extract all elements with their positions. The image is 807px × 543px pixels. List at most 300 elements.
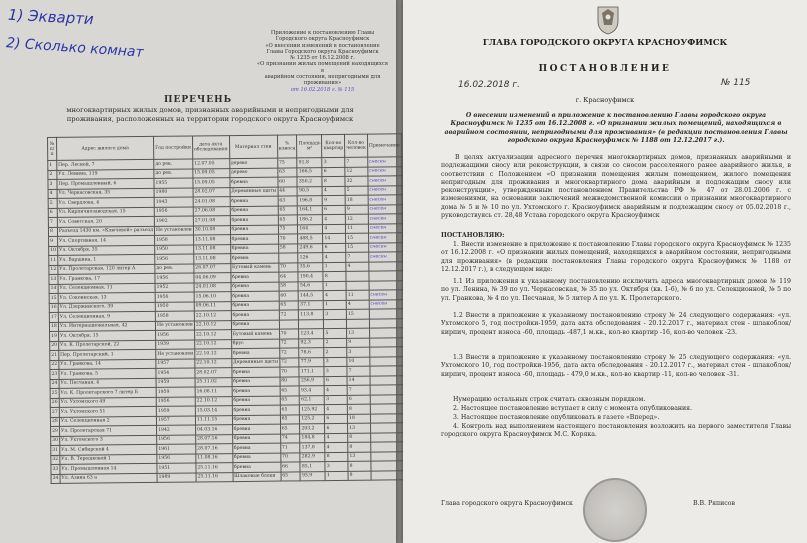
table-cell: бревна [231, 282, 279, 292]
table-cell: 7 [347, 385, 370, 395]
table-cell: Ул. Песчаная, 4 [59, 378, 156, 389]
table-cell: 4 [325, 433, 348, 443]
table-cell: бревна [231, 320, 279, 330]
table-note-cell [370, 413, 404, 423]
table-cell: 1956 [154, 206, 193, 216]
table-cell: 22.10.12 [194, 330, 231, 340]
table-cell: Ул. Гранкова, 14 [59, 359, 156, 370]
table-cell: Пер. Лесной, 7 [57, 159, 154, 170]
table-cell: бревна [230, 272, 278, 282]
table-cell: 1943 [154, 197, 193, 207]
table-header-cell: дата акта обследования [192, 136, 229, 159]
table-cell: 4 [323, 214, 346, 224]
table-cell: 72 [279, 348, 299, 358]
table-cell: 60 [278, 177, 298, 187]
table-cell: 72 [279, 310, 299, 320]
table-note-cell [370, 366, 404, 376]
table-cell: 64 [279, 272, 299, 282]
table-note-cell [370, 423, 404, 433]
table-cell: 25.11.16 [196, 463, 233, 473]
table-cell: бревна [232, 443, 280, 453]
table-cell: 28 [50, 417, 59, 427]
table-cell: 8 [348, 433, 371, 443]
table-cell: Ул. К. Пролетарского 7 литер Б [59, 387, 156, 398]
table-cell: Ул. Селекционная 2 [59, 416, 156, 427]
table-cell: 80 [280, 376, 300, 386]
table-note-cell: снесен [368, 242, 402, 252]
table-cell: 54,6 [298, 281, 323, 291]
official-seal [583, 478, 647, 542]
table-cell: 1959 [156, 406, 195, 416]
document-number: № 115 [721, 78, 751, 88]
table-cell: 92,3 [299, 338, 324, 348]
table-note-cell: снесен [368, 195, 402, 205]
table-note-cell [371, 461, 405, 471]
table-cell: 6 [325, 423, 348, 433]
table-cell: 65 [278, 215, 298, 225]
table-cell: 1956 [156, 330, 195, 340]
table-cell: 9 [345, 205, 368, 215]
table-cell: 15 [346, 233, 369, 243]
table-cell: 2 [324, 338, 347, 348]
table-cell: 196,8 [298, 196, 323, 206]
table-cell: 1950 [155, 301, 194, 311]
table-cell: 70 [279, 329, 299, 339]
table-cell: 1 [323, 281, 346, 291]
table-note-cell [370, 442, 404, 452]
table-cell [299, 319, 324, 329]
table-cell: 164 [298, 224, 323, 234]
table-cell: 1956 [155, 273, 194, 283]
clause-1-3: 1.3 Внести в приложение к указанному постановлению строку № 25 следующего содержания: «ул. Ухтомского 10, год постройки-1956, дата акта обследования - 20.12.2017 г., материал стен - шлакоблок/кирпич, процент износа -60, площадь - 479,0 м.кв., кол-во квартир -11, кол-во человек -31. [441, 354, 791, 378]
table-cell: 13 [49, 274, 58, 284]
table-cell: 30 [51, 436, 60, 446]
table-cell: 19 [50, 331, 59, 341]
table-cell: 203,2 [300, 424, 325, 434]
table-cell: 31 [51, 445, 60, 455]
table-cell: 22.10.12 [195, 396, 232, 406]
table-cell: брус [231, 339, 279, 349]
table-note-cell [369, 309, 403, 319]
table-cell: 23 [50, 369, 59, 379]
table-note-cell [369, 328, 403, 338]
table-cell: 190,4 [298, 272, 323, 282]
table-cell: Не установлен [156, 349, 195, 359]
resolve-heading: ПОСТАНОВЛЯЮ: [441, 232, 505, 239]
table-cell: бревна [230, 215, 278, 225]
table-cell: 14 [323, 233, 346, 243]
table-cell: 13.11.08 [194, 254, 231, 264]
table-cell: Бутовый камень [230, 263, 278, 273]
table-cell: 1959 [156, 377, 195, 387]
table-cell: 77,9 [299, 357, 324, 367]
table-cell: бревна [232, 405, 280, 415]
table-cell: Деревянные щиты [230, 187, 278, 197]
table-cell: 35,6 [298, 262, 323, 272]
table-cell: 71 [280, 443, 300, 453]
table-cell: 1957 [156, 415, 195, 425]
table-cell: Ул. Октября, 15 [58, 330, 155, 341]
table-cell: Ул. Гранкова, 17 [58, 273, 155, 284]
table-cell: 70 [278, 262, 298, 272]
table-cell: Ул. К. Пролетарской, 22 [58, 340, 155, 351]
table-cell: 184,8 [300, 433, 325, 443]
table-cell: 137,8 [300, 443, 325, 453]
table-cell: 6 [347, 395, 370, 405]
table-cell: 65 [280, 395, 300, 405]
table-cell: 04.06.09 [194, 273, 231, 283]
table-cell: 6 [325, 414, 348, 424]
table-cell: 1 [324, 300, 347, 310]
table-cell: 30.10.08 [193, 225, 230, 235]
table-cell: 166,5 [297, 167, 322, 177]
table-cell: 4 [323, 252, 346, 262]
table-note-cell [370, 394, 404, 404]
table-note-cell: снесен [369, 290, 403, 300]
table-cell: 24.01.08 [193, 197, 230, 207]
table-cell: 10 [347, 357, 370, 367]
table-cell: 58 [279, 281, 299, 291]
table-header-cell: Площадь м² [297, 135, 322, 158]
table-cell: 15 [49, 293, 58, 303]
signature-name: В.В. Ряписов [693, 500, 735, 507]
table-cell: 11.11.15 [195, 415, 232, 425]
table-cell: Ул. Промышленная 14 [60, 463, 157, 474]
table-cell: 18 [49, 322, 58, 332]
coat-of-arms-icon [596, 5, 620, 35]
table-cell: 125,92 [300, 405, 325, 415]
table-header-cell: % износа [277, 135, 297, 158]
table-cell: 6 [323, 205, 346, 215]
table-cell: 4 [325, 442, 348, 452]
table-cell: Ул. Азина 63 а [60, 473, 157, 484]
table-cell: 12.07.05 [193, 159, 230, 169]
table-cell: 11 [346, 224, 369, 234]
table-cell: 2 [48, 170, 57, 180]
city-line: г. Красноуфимск [575, 96, 635, 104]
preamble: В целях актуализации адресного перечня многоквартирных домов, признанных аварийными и подлежащими сносу или реконструкции, в связи со сносом расселенного ранее аварийного жилья, в соответствии с Положением «О признании помещения жилым помещением, жилого помещения непригодным для проживания и многоквартирного дома аварийным и подлежащим сносу или реконструкции», утвержденным постановлением Правительства РФ № 47 от 28.01.2006 г. с изменениями, на основании заключений межведомственной комиссии о признании многоквартирного дома № 5 и № 10 по ул. Ухтомского г. Красноуфимск аварийным и подлежащим сносу от 05.02.2018 г., руководствуясь ст. 28,48 Устава городского округа Красноуфимск [441, 154, 791, 220]
table-cell: 3 [322, 157, 345, 167]
table-note-cell: снесен [368, 223, 402, 233]
table-cell: 58 [278, 243, 298, 253]
table-cell: 16.08.11 [195, 387, 232, 397]
table-cell: бревна [230, 225, 278, 235]
table-cell: 14 [49, 284, 58, 294]
table-cell: 22 [50, 360, 59, 370]
table-cell: 22.10.12 [194, 311, 231, 321]
appendix-page [0, 0, 400, 543]
table-cell: 91,8 [297, 158, 322, 168]
table-cell: бревна [229, 177, 277, 187]
table-note-cell: снесен [367, 157, 401, 167]
table-cell: бревна [232, 415, 280, 425]
table-cell: 14 [347, 376, 370, 386]
table-cell: 7 [48, 217, 57, 227]
table-cell: Бутовый камень [231, 329, 279, 339]
table-cell: 5 [345, 186, 368, 196]
handwritten-note-2: 2) Сколько комнат [5, 35, 145, 61]
clause-2: 2. Настоящее постановление вступает в силу с момента опубликования. [453, 405, 692, 412]
table-header-cell: Кол-во человек [345, 134, 368, 157]
table-cell: 78,6 [299, 348, 324, 358]
table-cell: 4 [322, 186, 345, 196]
table-cell: 25 [50, 388, 59, 398]
table-cell: 8 [348, 461, 371, 471]
table-cell: 8 [48, 227, 57, 237]
table-cell: 1 [323, 262, 346, 272]
table-cell: бревна [232, 434, 280, 444]
table-cell: Ул. Ленина, 119 [57, 169, 154, 180]
clause-1-2: 1.2 Внести в приложение к указанному постановлению строку № 24 следующего содержания: «ул. Ухтомского 5, год постройки-1959, дата акта обследования - 20.12.2017 г., материал стен - шлакоблок/кирпич, процент износа -60, площадь -487,1 м.кв., кол-во квартир -16, кол-во человек -23. [441, 312, 791, 336]
table-cell: Ул. Ухтомского 3 [59, 435, 156, 446]
table-cell: 8 [347, 404, 370, 414]
table-cell: бревна [230, 253, 278, 263]
table-note-cell [369, 280, 403, 290]
list-title: ПЕРЕЧЕНЬ [164, 95, 232, 105]
table-cell: Ул. Черкасовская, 35 [57, 188, 154, 199]
table-cell: 350,2 [297, 177, 322, 187]
table-cell: 21 [50, 350, 59, 360]
table-cell: Шлаковые блоки [233, 472, 281, 482]
table-cell: 1957 [156, 358, 195, 368]
table-cell: до рев. [154, 168, 193, 178]
table-cell: Ул. Ухтомского 51 [59, 406, 156, 417]
table-cell [346, 271, 369, 281]
table-cell: 34 [51, 474, 60, 484]
table-cell: Ул. Гранкова, 5 [59, 368, 156, 379]
table-cell: 29 [51, 426, 60, 436]
table-cell: 27 [50, 407, 59, 417]
table-cell: 125,2 [300, 414, 325, 424]
table-cell: 15.03.14 [195, 406, 232, 416]
table-cell: 72 [279, 338, 299, 348]
table-header-cell: Материал стен [229, 135, 277, 159]
table-cell: 65 [280, 414, 300, 424]
table-cell: бревна [232, 396, 280, 406]
table-note-cell [370, 375, 404, 385]
table-cell: 26.07.07 [194, 263, 231, 273]
table-cell: 3 [48, 179, 57, 189]
table-cell: до рев. [154, 159, 193, 169]
table-cell: 1956 [155, 254, 194, 264]
table-cell: Ул. М. Сибирской 4 [60, 444, 157, 455]
table-cell: 4 [346, 300, 369, 310]
table-cell [279, 319, 299, 329]
table-cell: Не установлен [155, 320, 194, 330]
table-cell: 93,4 [299, 386, 324, 396]
table-cell: 171,1 [299, 367, 324, 377]
table-cell: 09.06.11 [194, 301, 231, 311]
table-cell: 75 [277, 158, 297, 168]
table-cell: 90,5 [297, 186, 322, 196]
table-cell: 113,8 [299, 310, 324, 320]
table-cell: 8 [348, 442, 371, 452]
appendix-date-line: от 16.02.2018 г. № 115 [290, 86, 355, 93]
table-cell: Ул. Дзержинского, 39 [58, 302, 155, 313]
table-cell: 2 [324, 347, 347, 357]
table-cell: 15 [346, 243, 369, 253]
table-cell: 75 [278, 224, 298, 234]
table-cell: 13 [348, 452, 371, 462]
table-cell: 249,6 [298, 243, 323, 253]
clause-3: 3. Настоящее постановление опубликовать в газете «Вперед». [453, 414, 660, 421]
table-cell: 1961 [157, 444, 196, 454]
table-note-cell [370, 404, 404, 414]
table-cell: 24.01.08 [194, 282, 231, 292]
table-cell: 17 [49, 312, 58, 322]
numbering-note: Нумерацию остальных строк считать сквозным порядком. [453, 396, 646, 403]
table-cell: до рев. [155, 263, 194, 273]
appendix-line: Главы Городского округа Красноуфимск [266, 48, 379, 55]
table-note-cell [370, 432, 404, 442]
table-cell: 1954 [156, 368, 195, 378]
table-cell: 15 [346, 309, 369, 319]
table-note-cell [369, 318, 403, 328]
table-cell: бревна [231, 310, 279, 320]
table-cell: 33 [51, 464, 60, 474]
table-cell: 13 [347, 328, 370, 338]
table-cell: 4 [48, 189, 57, 199]
table-note-cell: снесен [368, 233, 402, 243]
table-cell: 3 [324, 309, 347, 319]
table-cell: 256,9 [299, 376, 324, 386]
table-cell: 3 [324, 366, 347, 376]
table-cell: 4 [325, 404, 348, 414]
appendix-line: аварийном состоянии, непригодными для проживания» [264, 74, 381, 87]
table-cell: Ул. В. Терешковой 1 [60, 454, 157, 465]
table-cell: бревна [231, 301, 279, 311]
document-date: 16.02.2018 г. [458, 80, 520, 90]
table-cell: 70 [280, 367, 300, 377]
table-cell: 8 [325, 452, 348, 462]
table-cell: 12 [345, 167, 368, 177]
appendix-line: «О признании жилых помещений находящихся в [257, 61, 388, 74]
buildings-table [47, 133, 405, 484]
table-cell: бревна [232, 424, 280, 434]
table-cell [324, 319, 347, 329]
table-cell: 8 [348, 471, 371, 481]
table-cell: 66 [281, 462, 301, 472]
table-cell: 65 [280, 424, 300, 434]
table-cell: 7 [347, 366, 370, 376]
table-note-cell [371, 470, 405, 480]
table-cell: 13.11.08 [193, 235, 230, 245]
appendix-line: Городского округа Красноуфимск [275, 36, 370, 43]
table-cell: 11.08.16 [196, 453, 233, 463]
table-cell: 6 [322, 167, 345, 177]
table-note-cell: снесен [368, 252, 402, 262]
table-cell: 74 [280, 433, 300, 443]
table-cell: 32 [345, 176, 368, 186]
table-cell: Ул. Кирпичнозаводская, 15 [57, 207, 154, 218]
table-cell: 282,9 [300, 452, 325, 462]
table-cell: 9 [49, 236, 58, 246]
table-cell: Не установлен [154, 225, 193, 235]
table-cell: 1956 [155, 292, 194, 302]
table-cell: 16 [49, 303, 58, 313]
table-cell: бревна [232, 462, 280, 472]
clause-1: 1. Внести изменение в приложение к постановлению Главы городского округа Красноуфимск № 1235 от 16.12.2008 г. «О признании жилых помещений, находящихся в аварийном состоянии, непригодными для проживания» (в редакции постановления Главы городского округа Красноуфимск № 1188 от 12.12.2017 г.), в следующем виде: [441, 241, 791, 273]
table-cell: 04.03.16 [195, 425, 232, 435]
handwritten-note-1: 1) Экварти [7, 5, 95, 29]
table-note-cell: снесен [368, 204, 402, 214]
clause-4: 4. Контроль над выполнением настоящего постановления возложить на первого заместителя Главы городского округа Красноуфимск М.С. Коряка. [441, 423, 791, 439]
appendix-reference [255, 30, 390, 93]
table-cell: 22.10.12 [195, 358, 232, 368]
table-note-cell [371, 451, 405, 461]
table-cell: Ул. Интернациональная, 42 [58, 321, 155, 332]
table-cell: 1942 [157, 425, 196, 435]
table-cell: Ул. Пролетарская 71 [59, 425, 156, 436]
table-cell: 28.02.07 [193, 187, 230, 197]
table-cell: 9 [347, 338, 370, 348]
table-cell: 1980 [154, 187, 193, 197]
table-cell: 65 [281, 471, 301, 481]
table-cell: 28.02.07 [195, 368, 232, 378]
table-cell: 1958 [155, 235, 194, 245]
table-cell: 22.10.12 [195, 349, 232, 359]
table-cell: 12 [49, 265, 58, 275]
table-cell: 4 [325, 385, 348, 395]
table-cell: 24 [50, 379, 59, 389]
table-cell: 11 [49, 255, 58, 265]
table-header-cell: Год постройки [154, 136, 193, 159]
table-cell: 1959 [156, 387, 195, 397]
table-cell: 4 [346, 262, 369, 272]
table-cell: 1956 [156, 396, 195, 406]
table-cell: 12 [345, 214, 368, 224]
table-cell [346, 281, 369, 291]
table-cell: 186,2 [298, 215, 323, 225]
table-cell: бревна [230, 206, 278, 216]
table-cell: дерево [229, 168, 277, 178]
table-cell: 3 [325, 395, 348, 405]
table-cell: 27.01.08 [193, 216, 230, 226]
authority-heading: ГЛАВА ГОРОДСКОГО ОКРУГА КРАСНОУФИМСК [482, 38, 728, 48]
table-cell: 37,1 [299, 300, 324, 310]
table-cell: Ул. Октября, 35 [58, 245, 155, 256]
table-cell: 65 [280, 405, 300, 415]
table-cell: Ул. Спортивная, 14 [57, 235, 154, 246]
table-header-cell: Примечание [367, 134, 401, 157]
table-cell: 4 [324, 290, 347, 300]
table-cell: 70 [278, 234, 298, 244]
table-cell: 13.11.08 [194, 244, 231, 254]
table-cell: 1939 [156, 339, 195, 349]
table-cell: 15.09.05 [193, 168, 230, 178]
table-cell: 7 [345, 157, 368, 167]
table-cell: бревна [230, 196, 278, 206]
table-cell: 1950 [155, 244, 194, 254]
table-cell: 10 [49, 246, 58, 256]
table-cell: 20 [50, 341, 59, 351]
table-cell: 5 [324, 328, 347, 338]
table-cell: бревна [232, 377, 280, 387]
table-cell: дерево [229, 158, 277, 168]
table-cell: 5 [48, 198, 57, 208]
table-header-cell: № п/п [48, 137, 57, 160]
table-cell: 1 [48, 160, 57, 170]
table-cell: бревна [231, 367, 279, 377]
resolution-title: О внесении изменений в приложение к постановлению Главы городского округа Красноуфимск № 1235 от 16.12.2008 г. «О признании жилых помещений, находящихся в аварийном состоянии, непригодными для проживания» (в редакции постановления Главы городского округа Красноуфимск № 1188 от 12.12.2017 г.). [444, 112, 788, 144]
table-cell: бревна [231, 348, 279, 358]
table-cell: 1952 [155, 282, 194, 292]
table-header-cell: Адрес жилого дома [56, 136, 153, 160]
table-cell: Ул. Советская, 20 [57, 216, 154, 227]
table-cell: 27.06.08 [193, 206, 230, 216]
table-cell: 1956 [157, 453, 196, 463]
list-subtitle: многоквартирных жилых домов, признанных аварийными и непригодными для проживания, расположенных на территории городского округа Красноуфимск [66, 106, 354, 123]
